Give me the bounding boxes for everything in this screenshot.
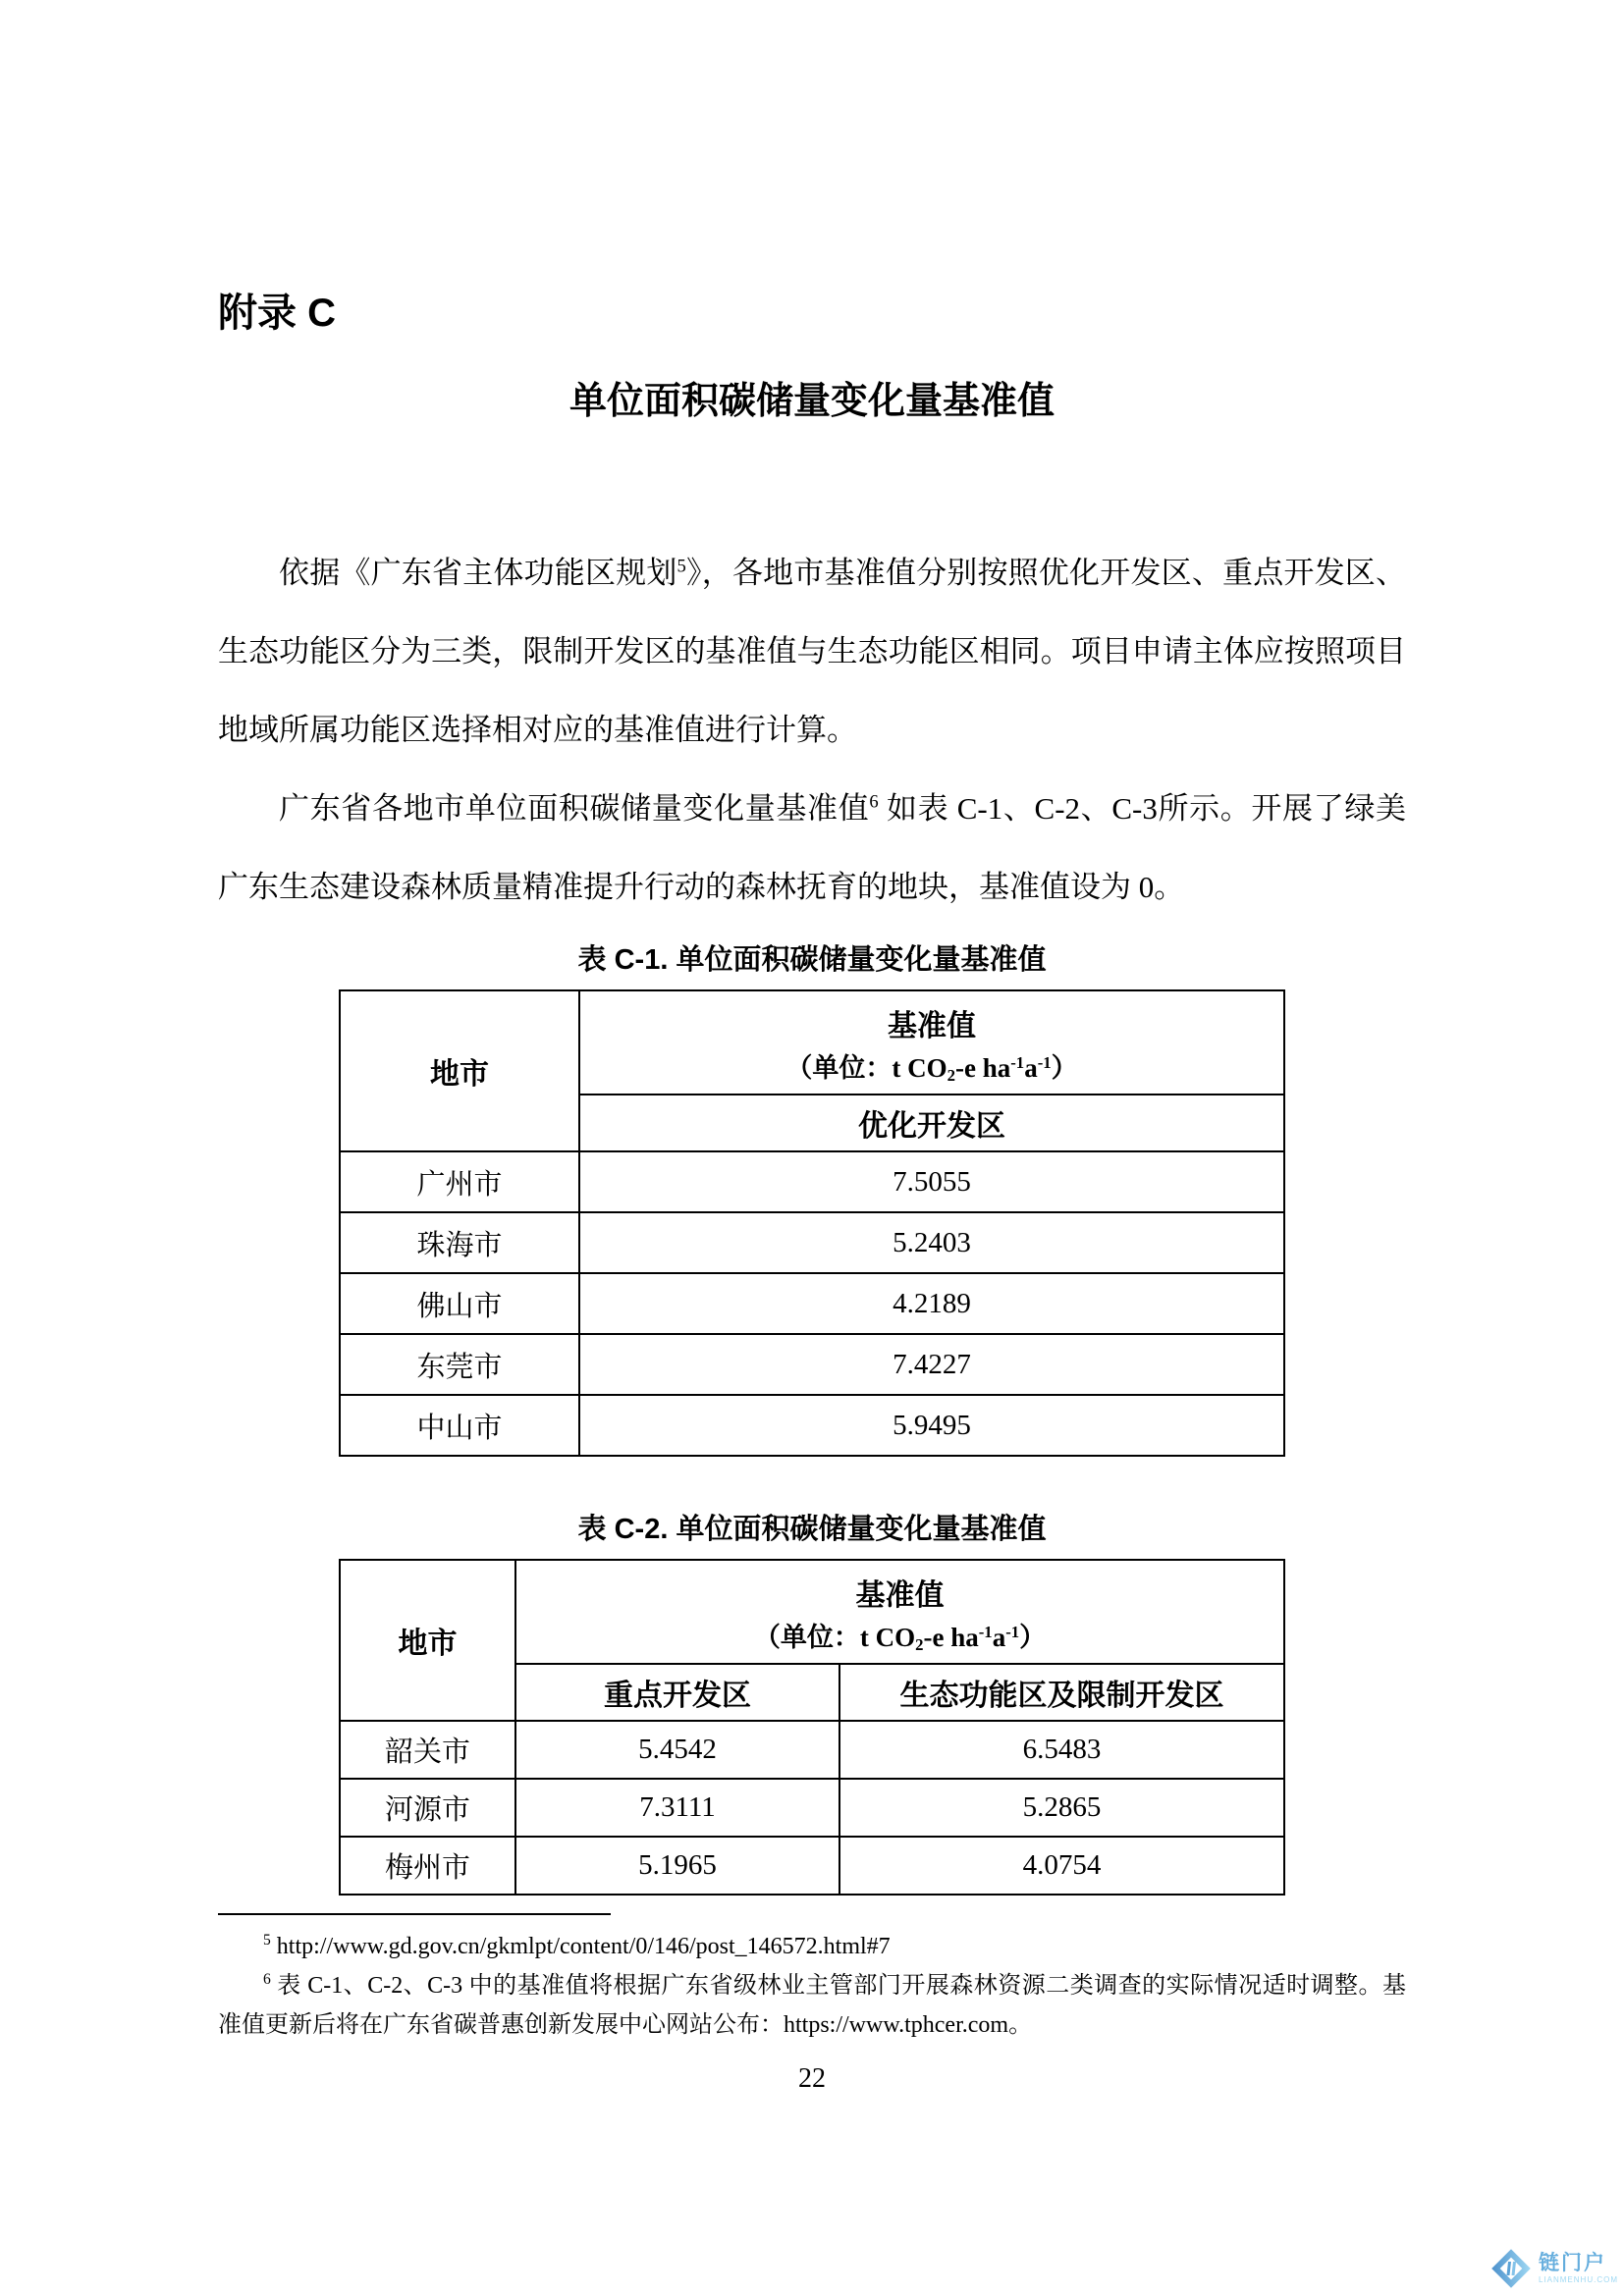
unit-close: ） [1019,1622,1047,1652]
unit-open: （单位： [753,1622,860,1652]
c2-header-baseline [515,1560,1284,1664]
c1-header-baseline [579,990,1284,1095]
unit-close: ） [1051,1052,1078,1083]
value-cell: 5.1965 [515,1837,839,1895]
footnote-6 [218,1966,1406,2045]
table-row [340,1151,1284,1212]
city-cell: 东莞市 [340,1334,579,1395]
table-c1-caption: 表 C-1. 单位面积碳储量变化量基准值 [577,944,1047,976]
table-row [340,1779,1284,1837]
paragraph-1-text-cont: 》，各地市基准值分别按照优化开发区、重点开发区、生态功能区分为三类，限制开发区的基准值与生态功能区相同。项目申请主体应按照项目地域所属功能区选择相对应的基准值进行计算。 [218,556,1406,747]
footnote-ref-6: 6 [869,791,879,813]
city-cell: 广州市 [340,1151,579,1212]
table-c2-header-row-1 [340,1560,1284,1664]
table-c2-caption: 表 C-2. 单位面积碳储量变化量基准值 [577,1514,1047,1545]
footnote-6-marker: 6 [263,1971,271,1988]
table-row [340,1721,1284,1779]
value-cell: 4.0754 [839,1837,1284,1895]
c2-unit-line [516,1616,1283,1654]
table-row [340,1837,1284,1895]
c2-header-city: 地市 [340,1560,515,1721]
c2-baseline-label: 基准值 [855,1578,945,1612]
city-cell: 梅州市 [340,1837,515,1895]
page-number: 22 [798,2063,826,2094]
value-cell: 5.2403 [579,1212,1284,1273]
page-title: 单位面积碳储量变化量基准值 [568,381,1055,422]
footnote-5 [218,1927,1406,1966]
footnote-5-marker: 5 [263,1932,271,1949]
paragraph-1 [218,534,1406,770]
table-row [340,1334,1284,1395]
table-row [340,1273,1284,1334]
value-cell: 4.2189 [579,1273,1284,1334]
city-cell: 佛山市 [340,1273,579,1334]
value-cell: 5.9495 [579,1395,1284,1456]
watermark-text [1539,2253,1618,2284]
table-row [340,1395,1284,1456]
watermark-domain: LIANMENHU.COM [1538,2275,1618,2284]
c1-header-city: 地市 [340,990,579,1151]
paragraph-2 [218,770,1406,927]
value-cell: 5.2865 [839,1779,1284,1837]
value-cell: 6.5483 [839,1721,1284,1779]
footnote-6-text: 表 C-1、C-2、C-3 中的基准值将根据广东省级林业主管部门开展森林资源二类调查的实际情况适时调整。基准值更新后将在广东省碳普惠创新发展中心网站公布：https://www.tphcer.com。 [218,1973,1406,2038]
value-cell: 7.4227 [579,1334,1284,1395]
table-row [340,1212,1284,1273]
city-cell: 河源市 [340,1779,515,1837]
value-cell: 7.5055 [579,1151,1284,1212]
city-cell: 韶关市 [340,1721,515,1779]
footnote-separator [218,1913,611,1915]
value-cell: 7.3111 [515,1779,839,1837]
footnote-5-text: http://www.gd.gov.cn/gkmlpt/content/0/146/post_146572.html#7 [276,1934,891,1959]
city-cell: 珠海市 [340,1212,579,1273]
c2-header-zone1: 重点开发区 [515,1664,839,1721]
c1-unit-line [580,1046,1283,1085]
baseline-table-c1 [339,989,1285,1457]
c2-header-zone2: 生态功能区及限制开发区 [839,1664,1284,1721]
watermark-name: 链门户 [1538,2252,1606,2274]
unit-open: （单位： [785,1052,893,1083]
paragraph-2-text-cont: 如表 C-1、C-2、C-3所示。开展了绿美广东生态建设森林质量精准提升行动的森林抚育的地块，基准值设为 0。 [218,791,1407,904]
table-c1-header-row-1 [340,990,1284,1095]
baseline-table-c2 [339,1559,1285,1896]
appendix-heading: 附录 C [218,292,336,335]
city-cell: 中山市 [340,1395,579,1456]
unit-formula: t $CO_2-e$ $ha^{-1}a^{-1}$ [859,1622,1020,1654]
watermark [1489,2247,1618,2290]
value-cell: 5.4542 [515,1721,839,1779]
paragraph-1-text: 依据《广东省主体功能区规划 [279,556,677,590]
footnote-ref-5: 5 [677,556,686,577]
c1-header-zone: 优化开发区 [579,1095,1284,1151]
paragraph-2-text: 广东省各地市单位面积碳储量变化量基准值 [279,791,870,826]
unit-formula: t $CO_2-e$ $ha^{-1}a^{-1}$ [892,1052,1052,1085]
watermark-logo-icon [1489,2247,1533,2290]
c1-baseline-label: 基准值 [888,1009,976,1042]
